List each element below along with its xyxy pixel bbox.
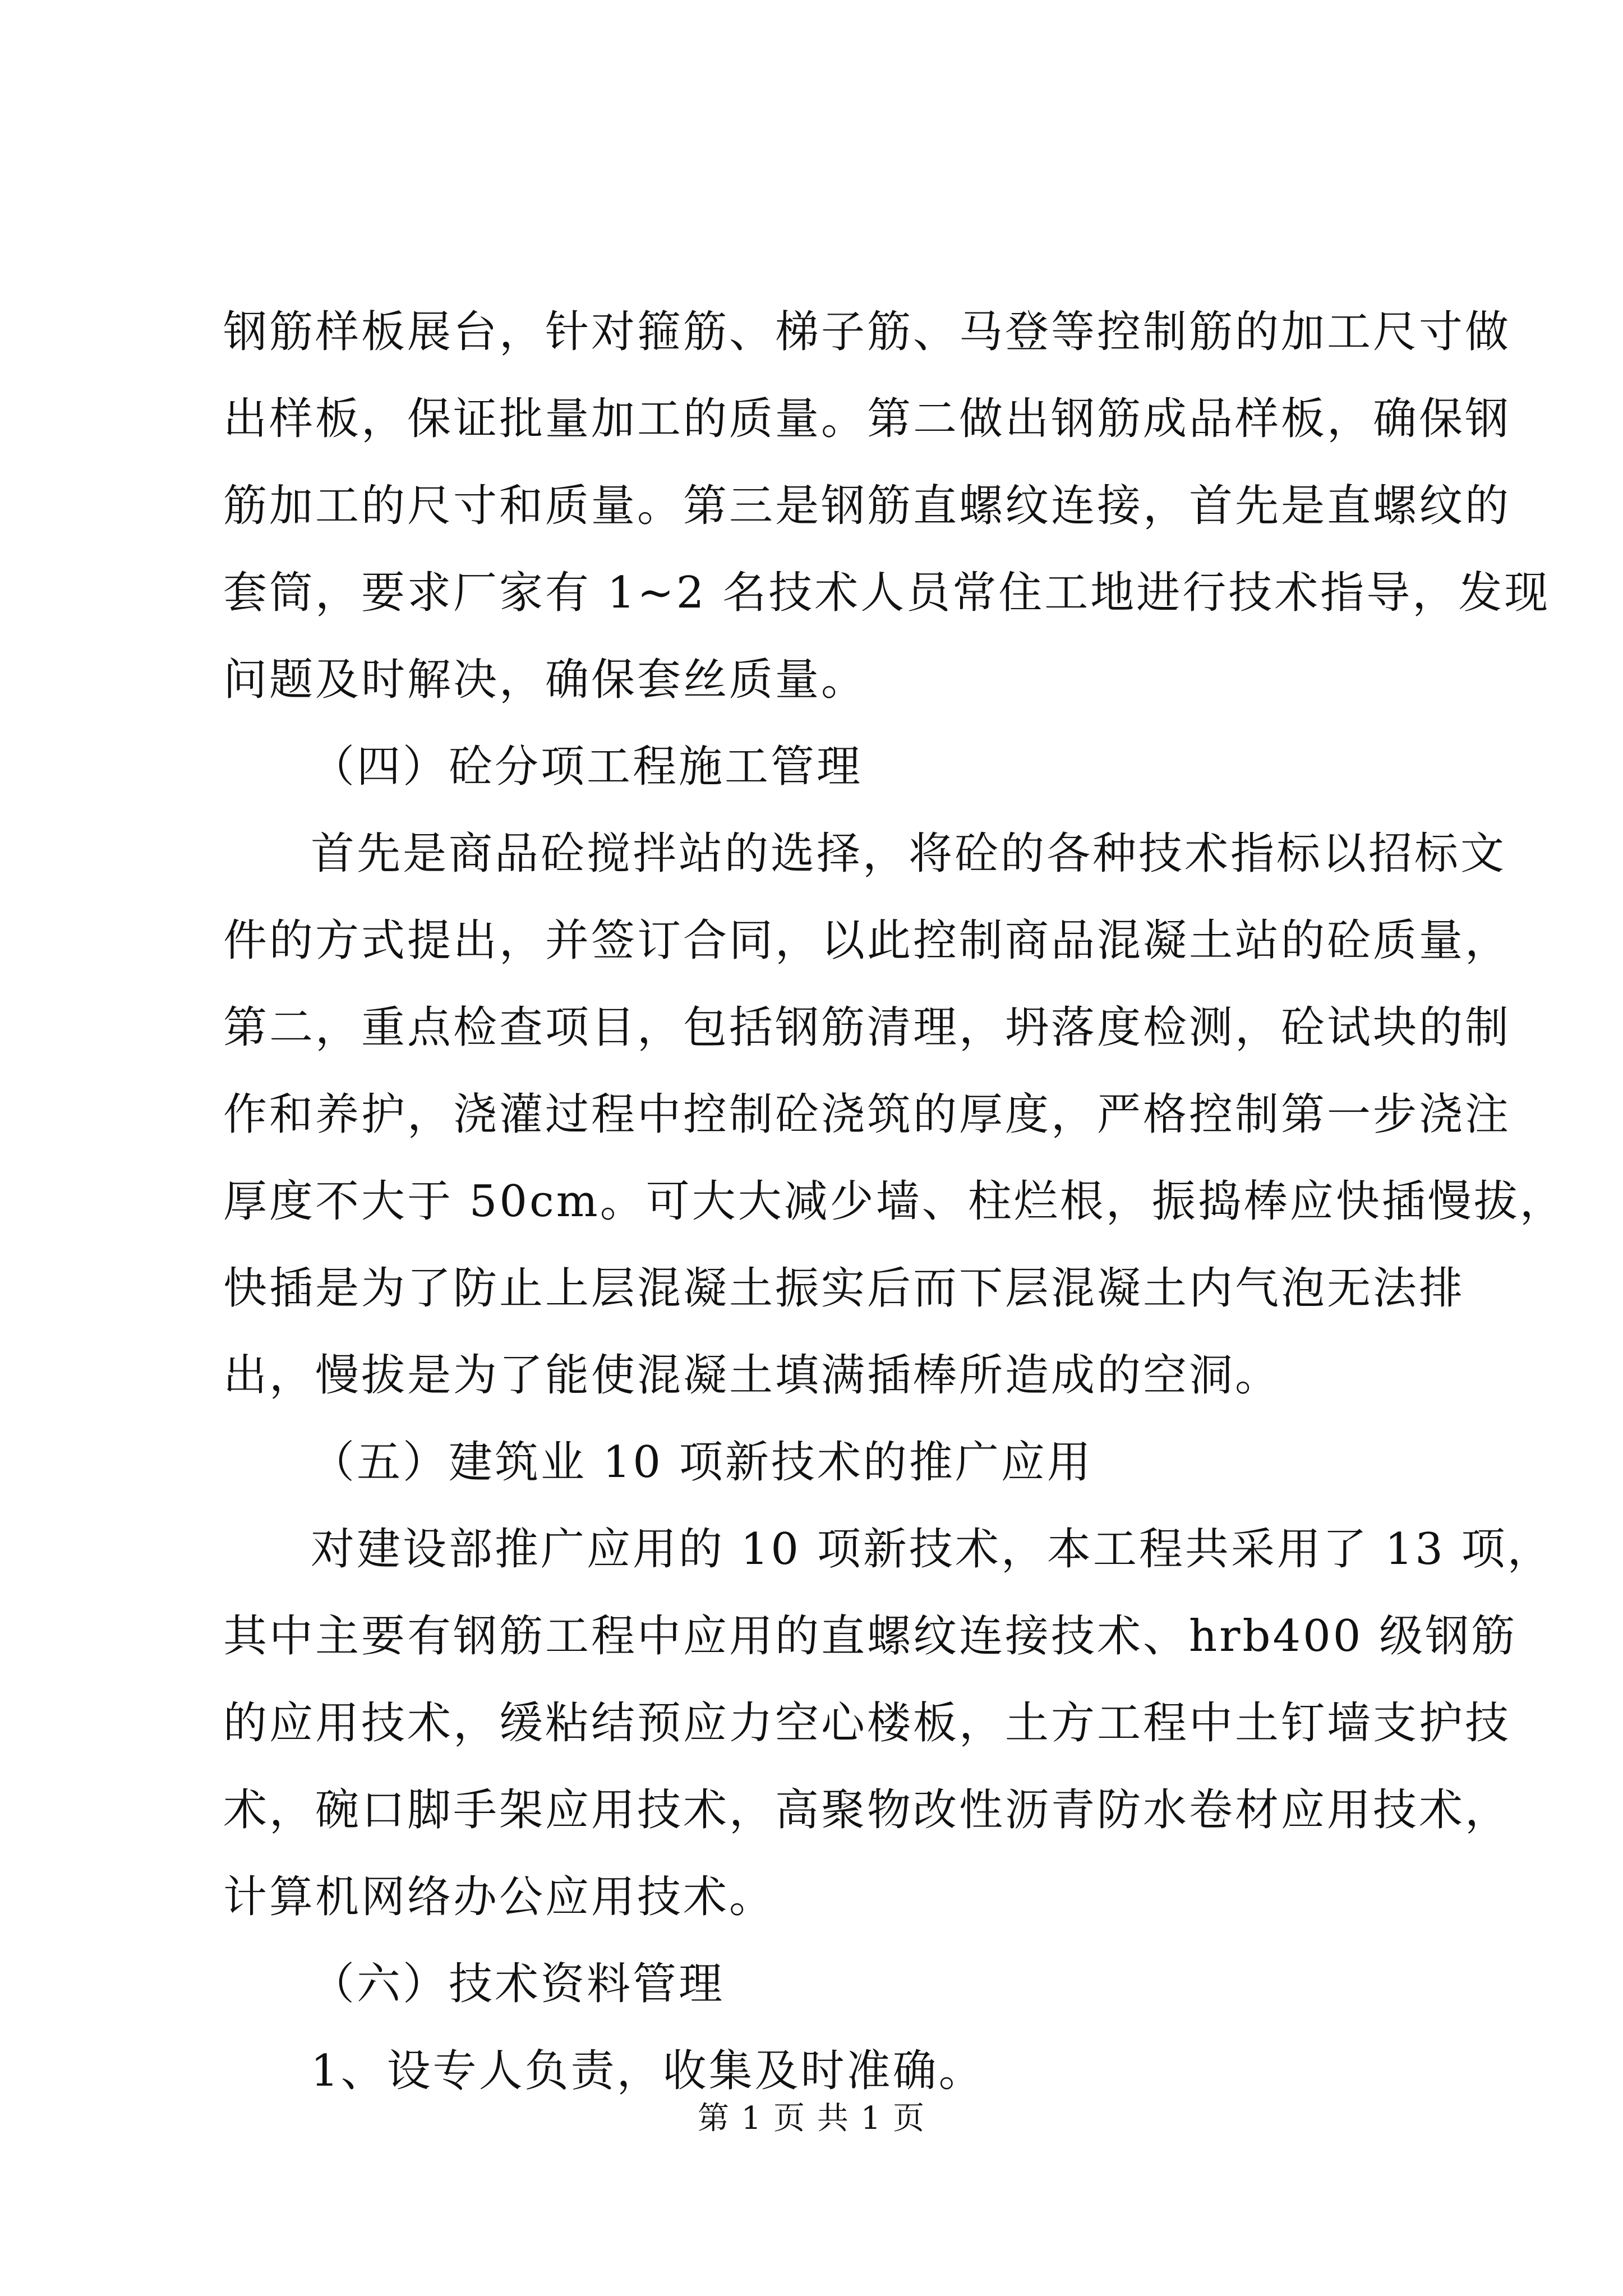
text-line: 套筒，要求厂家有 1~2 名技术人员常住工地进行技术指导，发现	[223, 568, 1551, 618]
text-line: 的应用技术，缓粘结预应力空心楼板，土方工程中土钉墙支护技	[223, 1698, 1511, 1749]
text-line: 术，碗口脚手架应用技术，高聚物改性沥青防水卷材应用技术，	[223, 1785, 1511, 1835]
section-heading-concrete: （四）砼分项工程施工管理	[311, 742, 863, 792]
text-line: 首先是商品砼搅拌站的选择，将砼的各种技术指标以招标文	[311, 829, 1507, 879]
section-heading-technical-documents: （六）技术资料管理	[311, 1959, 725, 2009]
text-line: 钢筋样板展台，针对箍筋、梯子筋、马登等控制筋的加工尺寸做	[223, 307, 1511, 357]
text-line: 第二，重点检查项目，包括钢筋清理，坍落度检测，砼试块的制	[223, 1002, 1511, 1053]
text-line: 问题及时解决，确保套丝质量。	[223, 655, 868, 705]
text-line: 快插是为了防止上层混凝土振实后而下层混凝土内气泡无法排	[223, 1263, 1465, 1314]
text-line: 其中主要有钢筋工程中应用的直螺纹连接技术、hrb400 级钢筋	[223, 1611, 1518, 1662]
text-line: 作和养护，浇灌过程中控制砼浇筑的厚度，严格控制第一步浇注	[223, 1089, 1511, 1140]
text-line: 计算机网络办公应用技术。	[223, 1872, 776, 1922]
text-line: 筋加工的尺寸和质量。第三是钢筋直螺纹连接，首先是直螺纹的	[223, 481, 1511, 531]
text-line: 出样板，保证批量加工的质量。第二做出钢筋成品样板，确保钢	[223, 394, 1511, 444]
document-body	[223, 289, 1566, 2115]
section-heading-new-technologies: （五）建筑业 10 项新技术的推广应用	[311, 1437, 1093, 1488]
text-line: 出，慢拔是为了能使混凝土填满插棒所造成的空洞。	[223, 1350, 1281, 1401]
paragraph-rebar-samples	[223, 289, 1551, 724]
page-footer: 第 1 页 共 1 页	[697, 2100, 926, 2137]
paragraph-concrete-management	[223, 811, 1566, 1419]
text-line: 厚度不大于 50cm。可大大减少墙、柱烂根，振捣棒应快插慢拔，	[223, 1176, 1566, 1227]
list-item: 1、设专人负责，收集及时准确。	[311, 2046, 985, 2096]
paragraph-new-technologies	[223, 1506, 1553, 1941]
text-line: 对建设部推广应用的 10 项新技术，本工程共采用了 13 项，	[311, 1524, 1553, 1575]
text-line: 件的方式提出，并签订合同，以此控制商品混凝土站的砼质量，	[223, 915, 1511, 966]
